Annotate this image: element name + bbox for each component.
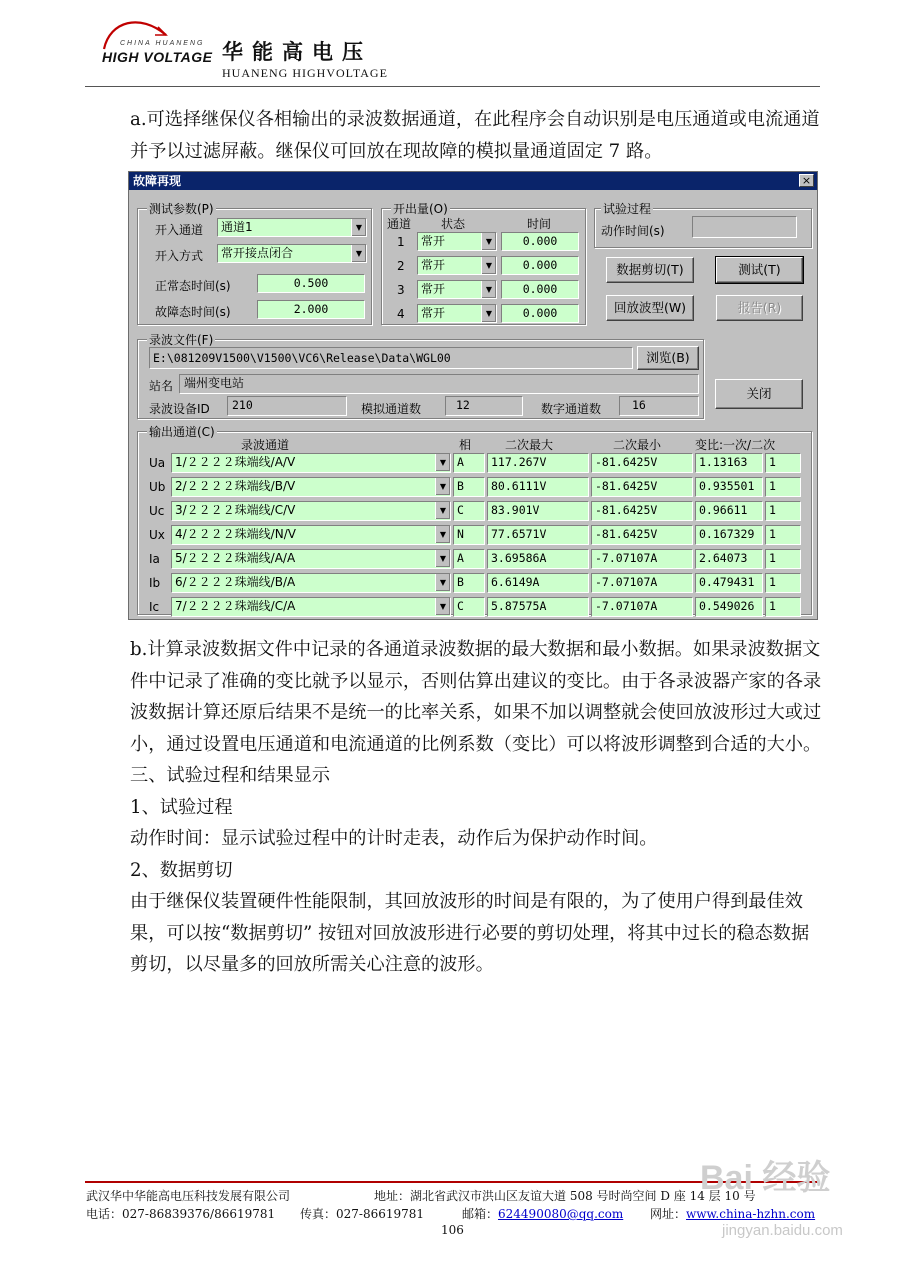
brand-name-cn: 华能高电压	[222, 40, 372, 64]
output-ratio-secondary-input[interactable]: 1	[765, 597, 801, 617]
digital-count-label: 数字通道数	[541, 402, 602, 416]
binary-output-legend: 开出量(O)	[393, 202, 448, 216]
footer-phone: 电话：027-86839376/86619781	[86, 1207, 276, 1221]
output-col-phase: 相	[459, 438, 472, 452]
header-divider	[85, 86, 820, 87]
output-channel-select[interactable]	[171, 453, 451, 473]
normal-time-input[interactable]: 0.500	[257, 274, 365, 293]
dropdown-arrow-icon[interactable]: ▼	[481, 257, 496, 274]
page-number: 106	[441, 1223, 464, 1237]
output-ratio-secondary-input[interactable]: 1	[765, 549, 801, 569]
paragraph-b-text: b.计算录波数据文件中记录的各通道录波数据的最大数据和最小数据。如果录波数据文件中记录了准确的变比就予以显示，否则估算出建议的变比。由于各录波器产家的各录波数据计算还原后结果不是统一的比率关系，如果不加以调整就会使回放波形过大或过小，通过设置电压通道和电流通道的比例系数（变比）可以将波形调整到合适的大小。	[130, 639, 822, 755]
device-id-value: 210	[227, 396, 347, 416]
output-channel-legend: 输出通道(C)	[149, 425, 215, 439]
binary-state-select[interactable]	[417, 304, 497, 323]
output-phase-cell: B	[453, 477, 485, 497]
output-phase-cell: C	[453, 597, 485, 617]
record-file-legend: 录波文件(F)	[149, 333, 214, 347]
binary-state-select[interactable]	[417, 280, 497, 299]
footer-email-link[interactable]: 624490080@qq.com	[498, 1207, 624, 1221]
dropdown-arrow-icon[interactable]: ▼	[351, 219, 366, 236]
fault-time-input[interactable]: 2.000	[257, 300, 365, 319]
output-channel-select[interactable]	[171, 597, 451, 617]
dropdown-arrow-icon[interactable]: ▼	[481, 233, 496, 250]
output-ratio-primary-input[interactable]: 0.479431	[695, 573, 763, 593]
section-3-2-heading: 2、数据剪切	[130, 859, 233, 881]
action-time-display	[692, 216, 797, 238]
dropdown-arrow-icon[interactable]: ▼	[481, 305, 496, 322]
record-path-input[interactable]: E:\081209V1500\V1500\VC6\Release\Data\WGL00	[149, 347, 633, 369]
binary-col-state: 状态	[441, 217, 466, 231]
output-channel-select[interactable]	[171, 477, 451, 497]
output-channel-value: 4/２２２２珠端线/N/V	[175, 527, 296, 541]
dropdown-arrow-icon[interactable]: ▼	[435, 478, 450, 495]
binary-row-channel: 3	[397, 283, 405, 297]
binary-state-select[interactable]	[417, 232, 497, 251]
dropdown-arrow-icon[interactable]: ▼	[435, 502, 450, 519]
output-ratio-primary-input[interactable]: 0.167329	[695, 525, 763, 545]
dialog-titlebar: 故障再现	[129, 172, 817, 190]
input-mode-value: 常开接点闭合	[221, 246, 294, 260]
output-row-name: Uc	[149, 504, 165, 518]
binary-time-input[interactable]: 0.000	[501, 280, 579, 299]
output-channel-value: 5/２２２２珠端线/A/A	[175, 551, 296, 565]
input-mode-label: 开入方式	[155, 249, 204, 263]
output-channel-value: 7/２２２２珠端线/C/A	[175, 599, 296, 613]
output-min-cell: -81.6425V	[591, 453, 693, 473]
paragraph-b	[86, 634, 822, 981]
output-phase-cell: B	[453, 573, 485, 593]
output-col-channel: 录波通道	[241, 438, 290, 452]
output-ratio-primary-input[interactable]: 0.96611	[695, 501, 763, 521]
input-channel-label: 开入通道	[155, 223, 204, 237]
action-time-label: 动作时间(s)	[601, 224, 665, 238]
output-channel-select[interactable]	[171, 525, 451, 545]
analog-count-value: 12	[445, 396, 523, 416]
binary-time-input[interactable]: 0.000	[501, 232, 579, 251]
footer-web	[650, 1205, 815, 1222]
footer-email-label: 邮箱：	[462, 1207, 499, 1221]
output-max-cell: 3.69586A	[487, 549, 589, 569]
test-button[interactable]: 测试(T)	[716, 257, 803, 283]
output-ratio-secondary-input[interactable]: 1	[765, 477, 801, 497]
output-channel-value: 6/２２２２珠端线/B/A	[175, 575, 296, 589]
output-min-cell: -81.6425V	[591, 525, 693, 545]
output-row-name: Ia	[149, 552, 160, 566]
output-channel-value: 1/２２２２珠端线/A/V	[175, 455, 296, 469]
browse-button[interactable]: 浏览(B)	[637, 346, 699, 370]
output-col-ratio: 变比:一次/二次	[695, 438, 776, 452]
logo-small-text: CHINA HUANENG	[120, 40, 205, 47]
data-cut-button[interactable]: 数据剪切(T)	[606, 257, 694, 283]
paragraph-a	[86, 104, 822, 167]
footer-email	[462, 1205, 623, 1222]
replay-waveform-button[interactable]: 回放波型(W)	[606, 295, 694, 321]
output-ratio-primary-input[interactable]: 0.935501	[695, 477, 763, 497]
output-channel-value: 3/２２２２珠端线/C/V	[175, 503, 296, 517]
output-max-cell: 77.6571V	[487, 525, 589, 545]
output-max-cell: 117.267V	[487, 453, 589, 473]
brand-name-en: HUANENG HIGHVOLTAGE	[222, 66, 388, 80]
fault-replay-dialog	[128, 171, 818, 620]
output-min-cell: -7.07107A	[591, 549, 693, 569]
output-row-name: Ub	[149, 480, 166, 494]
output-ratio-primary-input[interactable]: 0.549026	[695, 597, 763, 617]
binary-col-time: 时间	[527, 217, 552, 231]
binary-row-channel: 4	[397, 307, 405, 321]
footer-fax: 传真：027-86619781	[300, 1207, 425, 1221]
output-min-cell: -7.07107A	[591, 573, 693, 593]
output-row-name: Ua	[149, 456, 166, 470]
dropdown-arrow-icon[interactable]: ▼	[435, 574, 450, 591]
dropdown-arrow-icon[interactable]: ▼	[435, 454, 450, 471]
dropdown-arrow-icon[interactable]: ▼	[481, 281, 496, 298]
section-3-1-body: 动作时间：显示试验过程中的计时走表，动作后为保护动作时间。	[130, 828, 658, 849]
output-row-name: Ic	[149, 600, 160, 614]
output-max-cell: 6.6149A	[487, 573, 589, 593]
output-row-name: Ib	[149, 576, 161, 590]
dropdown-arrow-icon[interactable]: ▼	[435, 598, 450, 615]
footer-address: 地址：湖北省武汉市洪山区友谊大道 508 号时尚空间 D 座 14 层 10 号	[374, 1189, 756, 1203]
watermark: Bai 经验	[700, 1159, 831, 1197]
binary-state-value: 常开	[421, 306, 446, 320]
output-col-max: 二次最大	[505, 438, 554, 452]
output-channel-select[interactable]	[171, 573, 451, 593]
section-3-heading: 三、试验过程和结果显示	[130, 765, 331, 786]
footer-web-link[interactable]: www.china-hzhn.com	[686, 1207, 816, 1221]
binary-row-channel: 2	[397, 259, 405, 273]
analog-count-label: 模拟通道数	[361, 402, 422, 416]
output-ratio-primary-input[interactable]: 1.13163	[695, 453, 763, 473]
output-ratio-secondary-input[interactable]: 1	[765, 453, 801, 473]
output-channel-value: 2/２２２２珠端线/B/V	[175, 479, 296, 493]
binary-col-channel: 通道	[387, 217, 412, 231]
fault-time-label: 故障态时间(s)	[155, 305, 231, 319]
station-value: 端州变电站	[179, 374, 699, 394]
output-min-cell: -7.07107A	[591, 597, 693, 617]
dropdown-arrow-icon[interactable]: ▼	[351, 245, 366, 262]
footer-web-label: 网址：	[650, 1207, 687, 1221]
output-ratio-secondary-input[interactable]: 1	[765, 573, 801, 593]
report-button[interactable]: 报告(R)	[716, 295, 803, 321]
dropdown-arrow-icon[interactable]: ▼	[435, 550, 450, 567]
device-id-label: 录波设备ID	[149, 402, 210, 416]
output-ratio-secondary-input[interactable]: 1	[765, 501, 801, 521]
station-label: 站名	[149, 379, 174, 393]
binary-state-value: 常开	[421, 234, 446, 248]
process-legend: 试验过程	[603, 202, 652, 216]
output-phase-cell: A	[453, 453, 485, 473]
section-3-1-heading: 1、试验过程	[130, 796, 233, 818]
output-channel-select[interactable]	[171, 501, 451, 521]
output-row-name: Ux	[149, 528, 165, 542]
output-col-min: 二次最小	[613, 438, 662, 452]
output-ratio-primary-input[interactable]: 2.64073	[695, 549, 763, 569]
paragraph-a-text: a.可选择继保仪各相输出的录波数据通道，在此程序会自动识别是电压通道或电流通道并予以过滤屏蔽。继保仪可回放在现故障的模拟量通道固定 7 路。	[130, 109, 820, 162]
input-channel-select[interactable]	[217, 218, 367, 237]
watermark-url: jingyan.baidu.com	[722, 1222, 843, 1239]
test-params-legend: 测试参数(P)	[149, 202, 214, 216]
binary-time-input[interactable]: 0.000	[501, 304, 579, 323]
output-ratio-secondary-input[interactable]: 1	[765, 525, 801, 545]
binary-state-value: 常开	[421, 258, 446, 272]
logo-main-text: HIGH VOLTAGE	[102, 49, 213, 65]
binary-state-value: 常开	[421, 282, 446, 296]
output-min-cell: -81.6425V	[591, 501, 693, 521]
binary-row-channel: 1	[397, 235, 405, 249]
digital-count-value: 16	[619, 396, 699, 416]
dropdown-arrow-icon[interactable]: ▼	[435, 526, 450, 543]
output-phase-cell: A	[453, 549, 485, 569]
close-icon[interactable]: ×	[799, 174, 814, 187]
output-max-cell: 83.901V	[487, 501, 589, 521]
output-min-cell: -81.6425V	[591, 477, 693, 497]
output-phase-cell: C	[453, 501, 485, 521]
output-max-cell: 5.87575A	[487, 597, 589, 617]
binary-state-select[interactable]	[417, 256, 497, 275]
footer-company: 武汉华中华能高电压科技发展有限公司	[86, 1189, 291, 1203]
normal-time-label: 正常态时间(s)	[155, 279, 231, 293]
section-3-2-body: 由于继保仪装置硬件性能限制，其回放波形的时间是有限的，为了使用户得到最佳效果，可以按“数据剪切” 按钮对回放波形进行必要的剪切处理，将其中过长的稳态数据剪切，以尽量多的回放所需关心注意的波形。	[130, 891, 810, 975]
output-phase-cell: N	[453, 525, 485, 545]
output-max-cell: 80.6111V	[487, 477, 589, 497]
output-channel-select[interactable]	[171, 549, 451, 569]
input-channel-value: 通道1	[221, 220, 253, 234]
binary-time-input[interactable]: 0.000	[501, 256, 579, 275]
input-mode-select[interactable]	[217, 244, 367, 263]
close-button[interactable]: 关闭	[715, 379, 803, 409]
